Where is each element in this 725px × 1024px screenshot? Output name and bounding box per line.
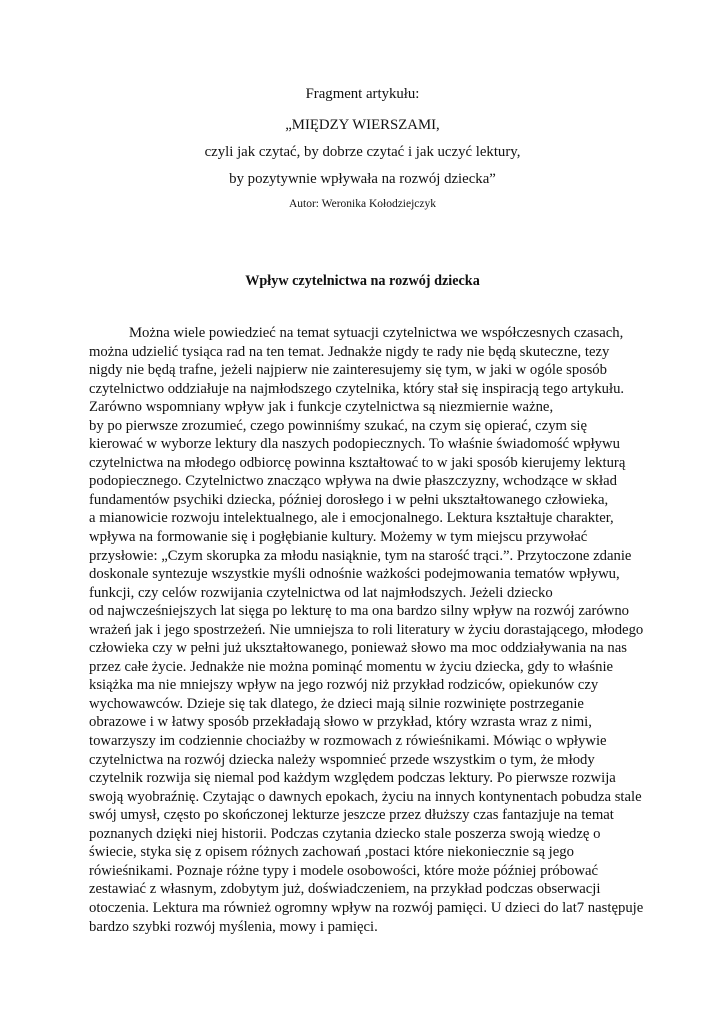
article-subtitle-line-2: by pozytywnie wpływała na rozwój dziecka” <box>229 171 496 187</box>
body-line: można udzielić tysiąca rad na ten temat. Jednakże nigdy te rady nie będą skuteczne, tezy <box>89 343 610 360</box>
article-body <box>89 324 643 936</box>
body-line: swoją wyobraźnię. Czytając o dawnych epokach, życiu na innych kontynentach pobudza stale <box>89 788 642 805</box>
header-label: Fragment artykułu: <box>305 86 420 102</box>
body-line: Można wiele powiedzieć na temat sytuacji czytelnictwa we współczesnych czasach, <box>129 325 624 341</box>
body-line: od najwcześniejszych lat sięga po lekturę to ma ona bardzo silny wpływ na rozwój zarówno <box>89 603 630 620</box>
body-line: rówieśnikami. Poznaje różne typy i modele osobowości, które może później próbować <box>89 862 599 879</box>
body-line: człowieka czy w pełni już ukształtowanego, ponieważ słowo ma moc oddziaływania na nas <box>89 640 627 657</box>
body-line: poznanych dzięki niej historii. Podczas czytania dziecko stale poszerza swoją wiedzę o <box>89 825 601 842</box>
body-line: nigdy nie będą trafne, jeżeli najpierw nie zainteresujemy się tym, w jaki w ogóle sposób <box>89 362 607 379</box>
body-line: wychowawców. Dzieje się tak dlatego, że dzieci mają silnie rozwinięte postrzeganie <box>89 695 584 712</box>
body-line: doskonale syntezuje wszystkie myśli odnośnie ważkości podejmowania tematów wpływu, <box>89 566 620 583</box>
body-line: funkcji, czy celów rozwijania czytelnictwa od lat najmłodszych. Jeżeli dziecko <box>89 584 553 601</box>
body-line: wpływa na formowanie się i pogłębianie kultury. Możemy w tym miejscu przywołać <box>89 529 588 546</box>
body-line: Zarówno wspomniany wpływ jak i funkcje czytelnictwa są niezmiernie ważne, <box>89 399 554 416</box>
body-line: świecie, styka się z opisem różnych zachowań ,postaci które niekoniecznie są jego <box>89 844 574 861</box>
body-line: podopiecznego. Czytelnictwo znacząco wpływa na dwie płaszczyzny, wchodzące w skład <box>89 473 617 490</box>
body-line: obrazowe i w łatwy sposób przekładają słowo w przykład, który wzrasta wraz z nimi, <box>89 714 592 731</box>
section-title: Wpływ czytelnictwa na rozwój dziecka <box>245 273 480 289</box>
body-line: swój umysł, często po skończonej lekturze jeszcze przez dłuższy czas fantazjuje na temat <box>89 807 614 824</box>
body-line: towarzyszy im codziennie chociażby w rozmowach z rówieśnikami. Mówiąc o wpływie <box>89 733 607 750</box>
body-line: zestawiać z własnym, zdobytym już, doświadczeniem, na przykład podczas obserwacji <box>89 881 601 898</box>
body-line: czytelnictwo oddziałuje na najmłodszego czytelnika, który stał się inspiracją tego artykułu. <box>89 380 625 397</box>
body-line: otoczenia. Lektura ma również ogromny wpływ na rozwój pamięci. U dzieci do lat7 następuje <box>89 899 644 916</box>
body-line: czytelnik rozwija się niemal pod każdym względem podczas lektury. Po pierwsze rozwija <box>89 770 616 787</box>
body-line: fundamentów psychiki dziecka, później dorosłego i w pełni ukształtowanego człowieka, <box>89 491 609 508</box>
body-line: wrażeń jak i jego spostrzeżeń. Nie umniejsza to roli literatury w życiu dorastającego, młodego <box>89 621 644 638</box>
article-subtitle-line-1: czyli jak czytać, by dobrze czytać i jak uczyć lektury, <box>204 144 521 160</box>
body-line: a mianowicie rozwoju intelektualnego, ale i emocjonalnego. Lektura kształtuje charakter, <box>89 510 614 527</box>
body-line: kierować w wyborze lektury dla naszych podopiecznych. To właśnie świadomość wpływu <box>89 436 620 453</box>
body-line: książka ma nie mniejszy wpływ na jego rozwój niż przykład rodziców, opiekunów czy <box>89 677 599 694</box>
body-line: czytelnictwa na rozwój dziecka należy wspomnieć przede wszystkim o tym, że młody <box>89 751 595 768</box>
body-line: czytelnictwa na młodego odbiorcę powinna kształtować to w jaki sposób kierujemy lekturą <box>89 454 626 471</box>
body-line: przysłowie: „Czym skorupka za młodu nasiąknie, tym na starość trąci.”. Przytoczone zdanie <box>89 547 632 564</box>
body-line: bardzo szybki rozwój myślenia, mowy i pamięci. <box>89 918 378 935</box>
body-line: by po pierwsze zrozumieć, czego powinniśmy szukać, na czym się opierać, czym się <box>89 417 587 434</box>
article-title: „MIĘDZY WIERSZAMI, <box>285 117 440 133</box>
body-line: przez całe życie. Jednakże nie można pominąć momentu w życiu dziecka, gdy to właśnie <box>89 658 614 675</box>
author-line: Autor: Weronika Kołodziejczyk <box>288 198 437 210</box>
